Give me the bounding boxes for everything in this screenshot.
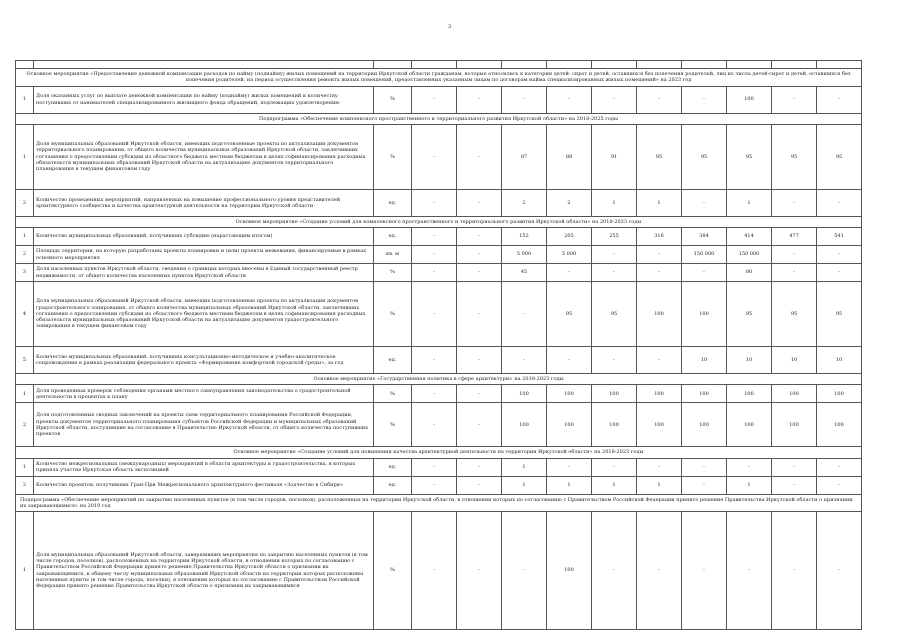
value-cell: - <box>817 264 862 282</box>
value-cell: 384 <box>682 228 727 246</box>
row-number: 1 <box>16 458 34 476</box>
table-row <box>16 86 862 113</box>
value-cell: 5 000 <box>547 246 592 264</box>
value-cell: 1 <box>727 189 772 216</box>
indicator-name: Площадь территории, на которую разработаны проекты планировки и (или) проекты межевания, финансируемые в рамках основного мероприятия <box>34 246 374 264</box>
value-cell: 152 <box>502 228 547 246</box>
value-cell: - <box>502 86 547 113</box>
value-cell: 100 <box>817 385 862 403</box>
indicator-name: Доля муниципальных образований Иркутской области, имеющих подготовленные проекты по актуализации документов территориального планирования, от общего количества муниципальных образований Иркутской области, заключивших соглашения о предоставлении субсидии из областного бюджета местным бюджетам в целях софинансирования расходных обязательств муниципальных образований Иркутской области на актуализацию документов территориального планирования в текущем финансовом году <box>34 124 374 189</box>
value-cell: - <box>502 282 547 347</box>
value-cell: - <box>682 512 727 630</box>
value-cell: - <box>637 246 682 264</box>
unit-cell: % <box>374 512 412 630</box>
value-cell: 95 <box>682 124 727 189</box>
table-row <box>16 189 862 216</box>
value-cell: 150 000 <box>727 246 772 264</box>
section-title: Основное мероприятие «Государственная политика в сфере архитектуры» на 2018-2023 годы <box>16 374 862 385</box>
section-row <box>16 69 862 87</box>
unit-cell: % <box>374 264 412 282</box>
value-cell: - <box>412 458 457 476</box>
value-cell: - <box>412 124 457 189</box>
value-cell: 95 <box>772 124 817 189</box>
value-cell: - <box>637 86 682 113</box>
value-cell: 1 <box>592 476 637 494</box>
indicator-name: Количество муниципальных образований, получивших консультационно-методическое и учебно-аналитическое сопровождение в рамках реализации федерального проекта «Формирование комфортной городской среды», за год <box>34 347 374 374</box>
value-cell: 1 <box>727 476 772 494</box>
row-number: 5 <box>16 347 34 374</box>
value-cell: 100 <box>502 403 547 447</box>
unit-cell: ед. <box>374 347 412 374</box>
value-cell: - <box>547 347 592 374</box>
value-cell: 100 <box>727 403 772 447</box>
table-row <box>16 385 862 403</box>
value-cell: 80 <box>727 264 772 282</box>
table-row <box>16 124 862 189</box>
value-cell: - <box>457 347 502 374</box>
row-number: 2 <box>16 403 34 447</box>
value-cell: - <box>682 86 727 113</box>
value-cell: 100 <box>547 512 592 630</box>
row-number: 1 <box>16 228 34 246</box>
value-cell: - <box>457 189 502 216</box>
table-row <box>16 347 862 374</box>
indicator-name: Доля населенных пунктов Иркутской области, сведения о границах которых внесены в Единый государственный реестр недвижимости, от общего количества населенных пунктов Иркутской области <box>34 264 374 282</box>
value-cell: 100 <box>727 385 772 403</box>
value-cell: 95 <box>772 282 817 347</box>
value-cell: 88 <box>547 124 592 189</box>
value-cell: 100 <box>637 282 682 347</box>
unit-cell: % <box>374 86 412 113</box>
value-cell: - <box>592 512 637 630</box>
value-cell: - <box>772 189 817 216</box>
value-cell: 87 <box>502 124 547 189</box>
row-number: 3 <box>16 264 34 282</box>
row-number: 4 <box>16 282 34 347</box>
value-cell: 1 <box>592 189 637 216</box>
value-cell: - <box>637 347 682 374</box>
unit-cell: ед. <box>374 458 412 476</box>
value-cell: - <box>772 512 817 630</box>
table-row <box>16 403 862 447</box>
value-cell: - <box>727 458 772 476</box>
value-cell: 10 <box>772 347 817 374</box>
value-cell: 100 <box>682 403 727 447</box>
value-cell: - <box>817 86 862 113</box>
row-number: 1 <box>16 124 34 189</box>
value-cell: 1 <box>637 476 682 494</box>
value-cell: 100 <box>502 385 547 403</box>
value-cell: 100 <box>592 403 637 447</box>
value-cell: 316 <box>637 228 682 246</box>
value-cell: 95 <box>817 124 862 189</box>
value-cell: 95 <box>592 282 637 347</box>
value-cell: 150 000 <box>682 246 727 264</box>
value-cell: - <box>457 476 502 494</box>
indicator-name: Количество проведенных мероприятий, направленных на повышение профессионального уровня представителей архитектурного сообщества и качества архитектурной деятельности на территории Иркутской области <box>34 189 374 216</box>
value-cell: - <box>772 476 817 494</box>
value-cell: - <box>457 228 502 246</box>
value-cell: - <box>817 476 862 494</box>
value-cell: 255 <box>592 228 637 246</box>
value-cell: - <box>547 458 592 476</box>
value-cell: 91 <box>592 124 637 189</box>
value-cell: 100 <box>547 403 592 447</box>
value-cell: - <box>682 189 727 216</box>
value-cell: 100 <box>682 282 727 347</box>
indicators-table <box>15 60 862 630</box>
row-number: 1 <box>16 385 34 403</box>
value-cell: - <box>772 458 817 476</box>
indicator-name: Доля муниципальных образований Иркутской области, имеющих подготовленные проекты по актуализации документов градостроительного зонирования, от общего количества муниципальных образований Иркутской области, заключивших соглашения о предоставлении субсидии из областного бюджета местным бюджетам в целях софинансирования расходных обязательств муниципальных образований Иркутской области на актуализацию документов градостроительного зонирования в текущем финансовом году <box>34 282 374 347</box>
value-cell: 5 000 <box>502 246 547 264</box>
indicator-name: Доля проведенных проверок соблюдения органами местного самоуправления законодательства о градостроительной деятельности в процентах к плану <box>34 385 374 403</box>
unit-cell: ед. <box>374 189 412 216</box>
section-row <box>16 447 862 458</box>
value-cell: - <box>412 228 457 246</box>
value-cell: - <box>412 86 457 113</box>
value-cell: - <box>682 458 727 476</box>
value-cell: 100 <box>817 403 862 447</box>
value-cell: - <box>412 512 457 630</box>
value-cell: - <box>682 476 727 494</box>
table-row <box>16 264 862 282</box>
value-cell: 477 <box>772 228 817 246</box>
value-cell: 100 <box>727 86 772 113</box>
value-cell: - <box>592 86 637 113</box>
unit-cell: % <box>374 124 412 189</box>
value-cell: 2 <box>547 189 592 216</box>
table-row <box>16 458 862 476</box>
section-title: Основное мероприятие «Создание условий для повышения качества архитектурной деятельности на территории Иркутской области» на 2018-2023 годы <box>16 447 862 458</box>
value-cell: - <box>502 347 547 374</box>
value-cell: 1 <box>502 458 547 476</box>
value-cell: - <box>457 385 502 403</box>
value-cell: - <box>637 512 682 630</box>
value-cell: 100 <box>592 385 637 403</box>
table-row <box>16 228 862 246</box>
value-cell: - <box>592 246 637 264</box>
row-number: 2 <box>16 476 34 494</box>
value-cell: - <box>727 512 772 630</box>
section-title: Подпрограмма «Обеспечение мероприятий по закрытию населенных пунктов (в том числе городов, поселков), расположенных на территории Иркутской области, в отношении которых по согласованию с Правительством Российской Федерации принято решение Правительства Иркутской области о признании их закрывающимися» на 2019 год <box>16 494 862 512</box>
section-row <box>16 113 862 124</box>
section-row <box>16 216 862 227</box>
row-number: 2 <box>16 189 34 216</box>
value-cell: - <box>817 246 862 264</box>
value-cell: 95 <box>547 282 592 347</box>
value-cell: - <box>457 264 502 282</box>
row-number: 1 <box>16 86 34 113</box>
value-cell: - <box>412 282 457 347</box>
value-cell: - <box>412 385 457 403</box>
value-cell: - <box>412 246 457 264</box>
value-cell: - <box>547 86 592 113</box>
value-cell: 414 <box>727 228 772 246</box>
value-cell: 100 <box>637 403 682 447</box>
value-cell: - <box>457 86 502 113</box>
value-cell: - <box>592 458 637 476</box>
value-cell: - <box>817 512 862 630</box>
value-cell: - <box>772 264 817 282</box>
value-cell: 95 <box>727 282 772 347</box>
value-cell: - <box>412 476 457 494</box>
value-cell: - <box>457 124 502 189</box>
value-cell: 100 <box>682 385 727 403</box>
value-cell: - <box>817 189 862 216</box>
value-cell: 541 <box>817 228 862 246</box>
value-cell: 1 <box>502 476 547 494</box>
unit-cell: % <box>374 403 412 447</box>
indicator-name: Доля муниципальных образований Иркутской области, завершивших мероприятия по закрытию населенных пунктов (в том числе городов, поселков), расположенных на территории Иркутской области, в отношении которых по согласованию с Правительством Российской Федерации принято решение Правительства Иркутской области о признании их закрывающимися, к общему числу муниципальных образований Иркутской области на территории которых расположены населенные пункты (в том числе города, поселки), в отношении которых по согласованию с Правительством Российской Федерации принято решение Правительства Иркутской области о признании их закрывающимися <box>34 512 374 630</box>
value-cell: 100 <box>772 403 817 447</box>
table-row <box>16 282 862 347</box>
row-number: 1 <box>16 512 34 630</box>
value-cell: 95 <box>727 124 772 189</box>
value-cell: 100 <box>772 385 817 403</box>
value-cell: - <box>637 458 682 476</box>
value-cell: 205 <box>547 228 592 246</box>
value-cell: - <box>592 264 637 282</box>
row-number: 2 <box>16 246 34 264</box>
section-title: Основное мероприятие «Создание условий для комплексного пространственного и территориального развития Иркутской области» на 2018-2023 годы <box>16 216 862 227</box>
value-cell: - <box>457 512 502 630</box>
unit-cell: % <box>374 282 412 347</box>
value-cell: 100 <box>637 385 682 403</box>
value-cell: - <box>457 246 502 264</box>
value-cell: - <box>772 86 817 113</box>
unit-cell: ед. <box>374 476 412 494</box>
indicator-name: Количество межрегиональных (международных) мероприятий в области архитектуры и градостроительства, в которых приняла участие Иркутская область экспозицией <box>34 458 374 476</box>
value-cell: - <box>502 512 547 630</box>
section-title: Подпрограмма «Обеспечение комплексного пространственного и территориального развития Иркутской области» на 2018-2025 годы <box>16 113 862 124</box>
section-row <box>16 374 862 385</box>
value-cell: - <box>772 246 817 264</box>
table-row <box>16 476 862 494</box>
value-cell: 10 <box>682 347 727 374</box>
value-cell: - <box>637 264 682 282</box>
section-row <box>16 494 862 512</box>
value-cell: - <box>412 189 457 216</box>
page-number: 3 <box>448 24 452 30</box>
unit-cell: кв. м <box>374 246 412 264</box>
value-cell: - <box>592 347 637 374</box>
section-title: Основное мероприятие «Предоставление денежной компенсации расходов по найму (поднайму) жилых помещений на территории Иркутской области гражданам, которые относились к категории детей- сирот и детей, оставшихся без попечения родителей, лиц из числа детей-сирот и детей, оставшихся без попечения родителей, на период осуществления ремонта жилых помещений, предоставленных указанным лицам по договорам найма специализированных жилых помещений» на 2023 год <box>16 69 862 87</box>
value-cell: 45 <box>502 264 547 282</box>
table-row <box>16 512 862 630</box>
value-cell: 2 <box>502 189 547 216</box>
indicator-name: Доля подготовленных сводных заключений на проекты схем территориального планирования Российской Федерации, проекты документов территориального планирования субъектов Российской Федерации и муниципальных образований Иркутской области, поступившие на согласование в Правительство Иркутской области, от общего количества поступивших проектов <box>34 403 374 447</box>
value-cell: 1 <box>547 476 592 494</box>
table-top-row <box>16 61 862 69</box>
value-cell: - <box>682 264 727 282</box>
value-cell: - <box>457 282 502 347</box>
table-row <box>16 246 862 264</box>
value-cell: 1 <box>637 189 682 216</box>
value-cell: - <box>457 403 502 447</box>
value-cell: 95 <box>817 282 862 347</box>
value-cell: - <box>412 347 457 374</box>
value-cell: 10 <box>727 347 772 374</box>
indicator-name: Количество муниципальных образований, получивших субсидию (нарастающим итогом) <box>34 228 374 246</box>
value-cell: 10 <box>817 347 862 374</box>
value-cell: - <box>412 264 457 282</box>
indicator-name: Количество проектов, получивших Гран-При Межрегионального архитектурного фестиваля «Зодчество в Сибири» <box>34 476 374 494</box>
value-cell: 100 <box>547 385 592 403</box>
value-cell: - <box>817 458 862 476</box>
value-cell: - <box>457 458 502 476</box>
unit-cell: % <box>374 385 412 403</box>
value-cell: 95 <box>637 124 682 189</box>
value-cell: - <box>412 403 457 447</box>
unit-cell: ед. <box>374 228 412 246</box>
indicator-name: Доля оказанных услуг по выплате денежной компенсации по найму (поднайму) жилых помещений к количеству поступивших от нанимателей специализированного жилищного фонда обращений, подлежащих удовлетворению <box>34 86 374 113</box>
value-cell: - <box>547 264 592 282</box>
